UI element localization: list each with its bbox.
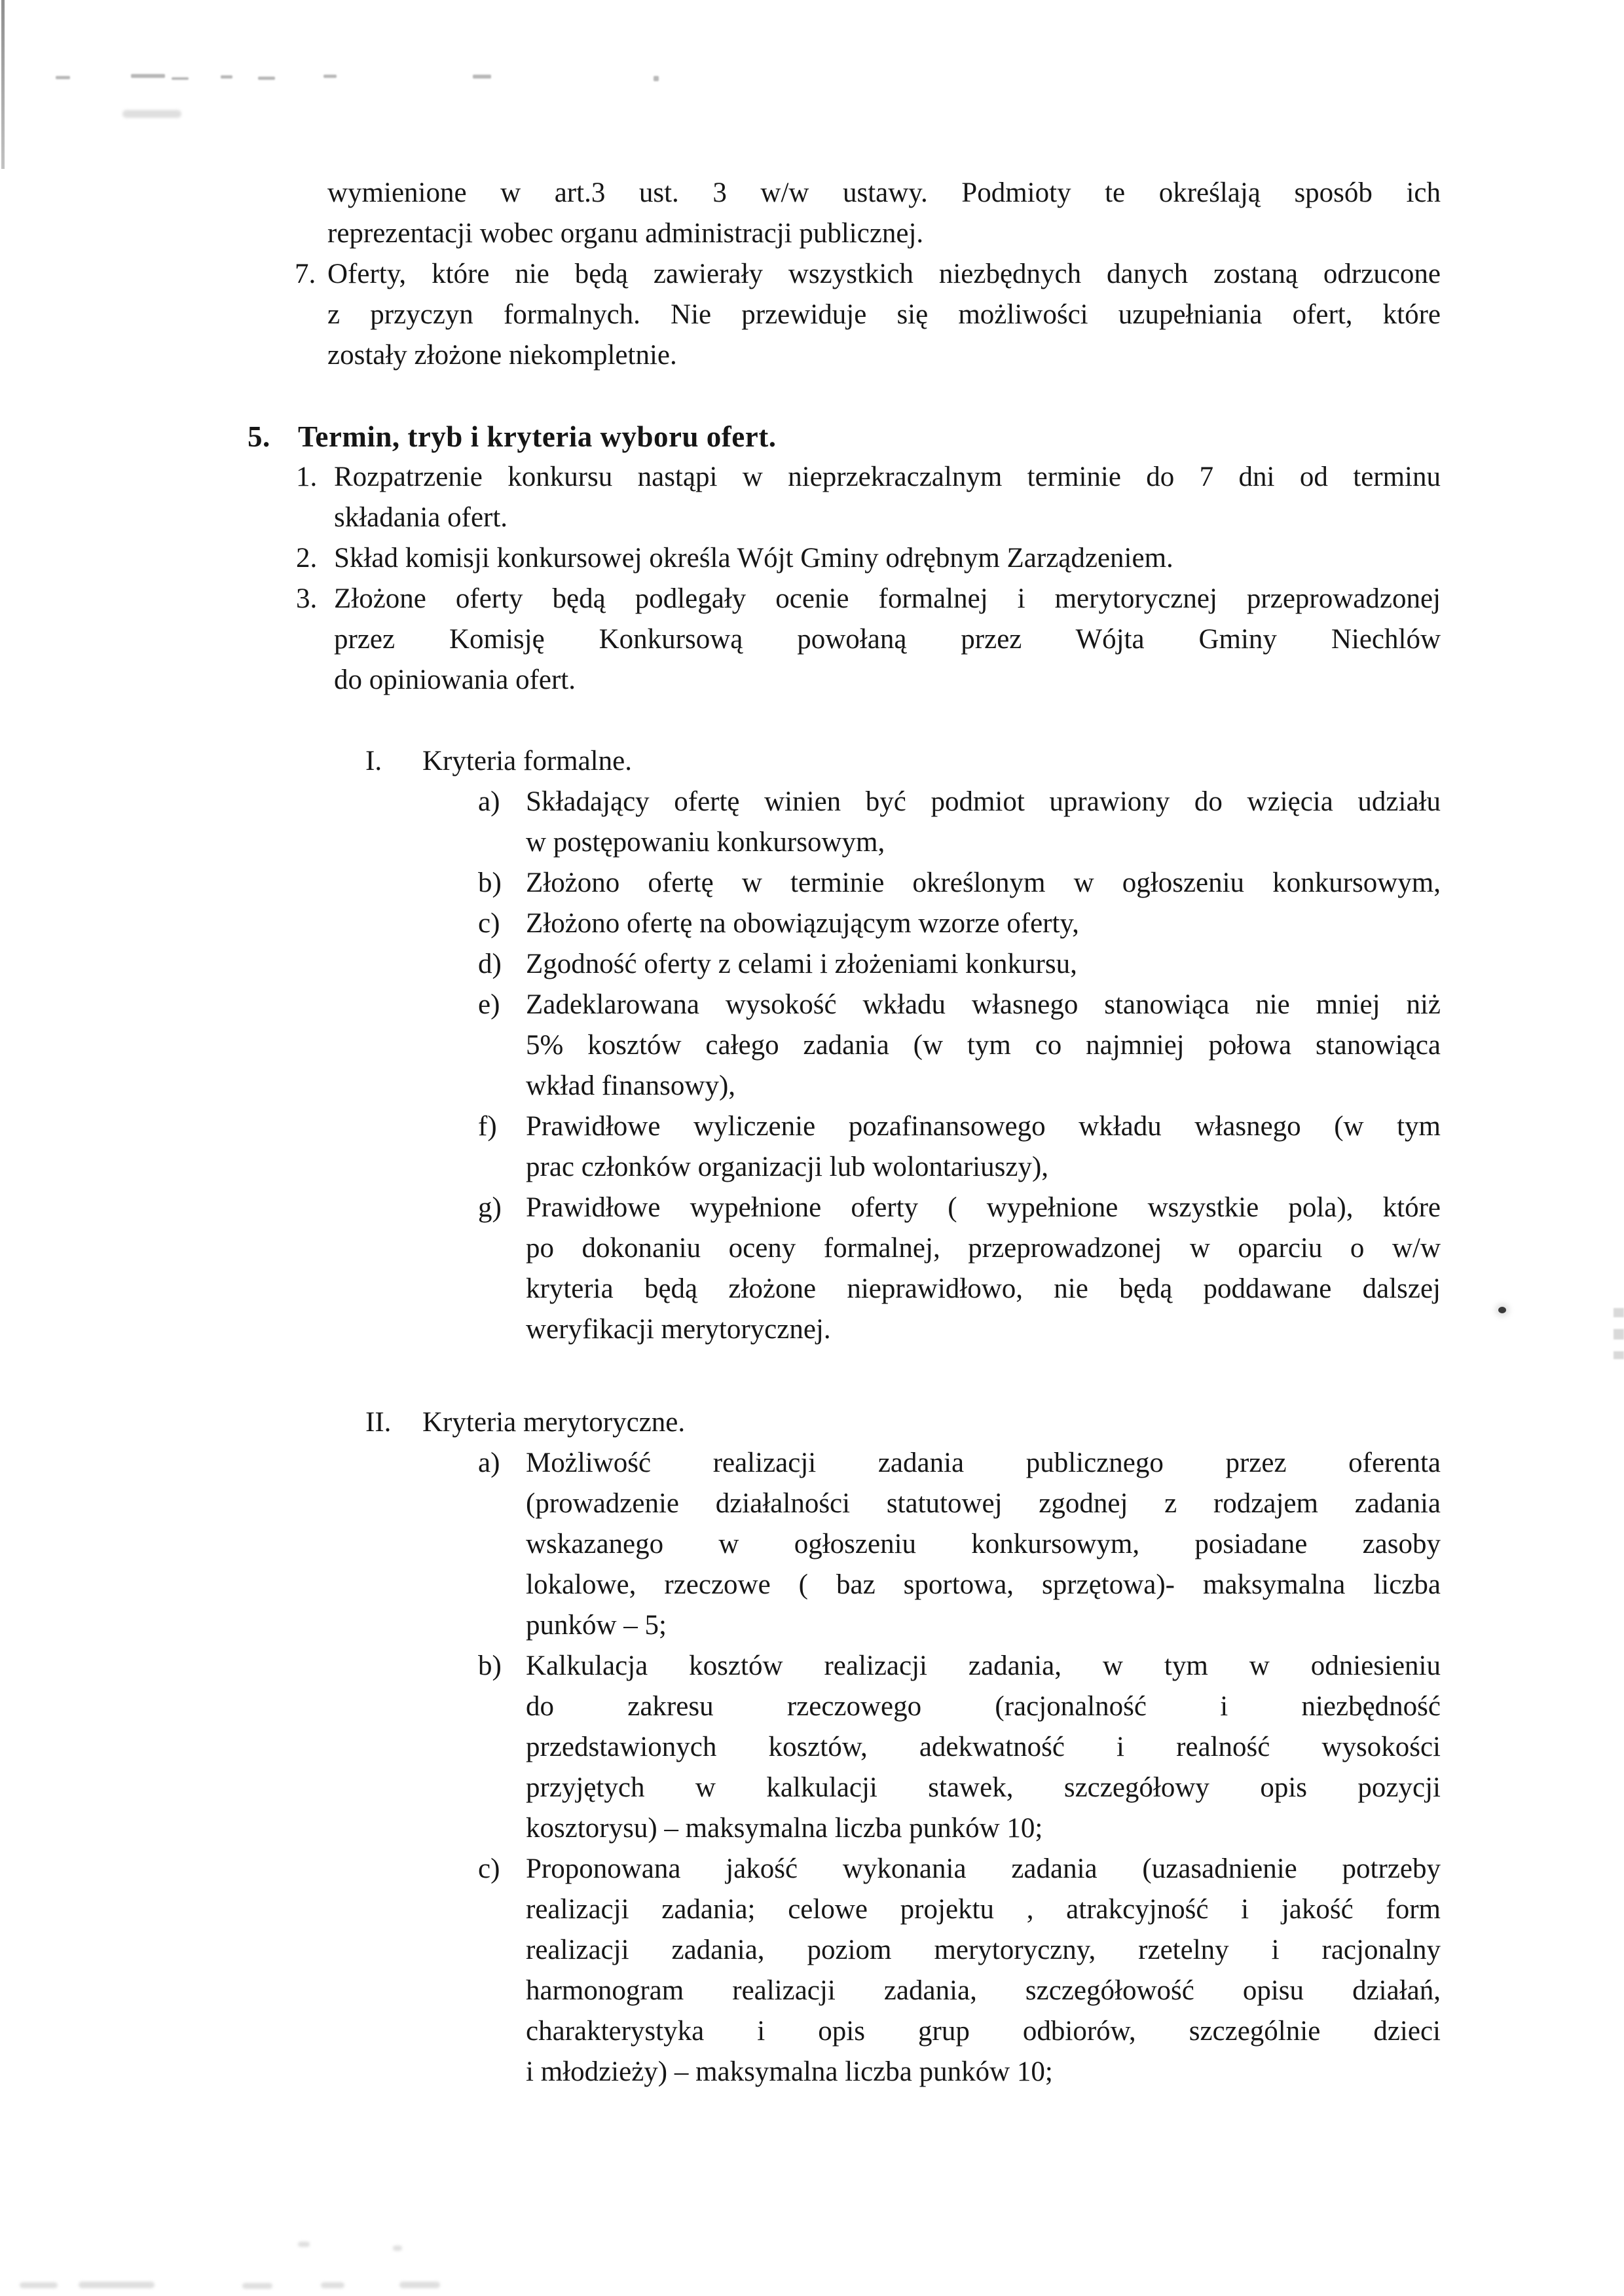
list-item-2 [296, 538, 1441, 579]
merit-item-c [478, 1849, 1441, 2092]
list-marker: b) [478, 867, 502, 898]
list-marker: c) [478, 1853, 500, 1884]
scan-artifact-smudge [298, 2242, 310, 2247]
text-line: Złożono ofertę w terminie określonym w ogłoszeniu konkursowym, [526, 867, 1441, 898]
section-title: Kryteria merytoryczne. [422, 1407, 686, 1438]
list-marker: 5. [248, 420, 270, 453]
formal-item-g [478, 1188, 1441, 1350]
text-line: reprezentacji wobec organu administracji publicznej. [327, 218, 924, 249]
text-line: wymienione w art.3 ust. 3 w/w ustawy. Podmioty te określają sposób ich [327, 177, 1441, 208]
scan-artifact-speck [473, 75, 491, 79]
scan-artifact-smudge [321, 2282, 344, 2288]
text-line: punków – 5; [526, 1610, 667, 1641]
formal-item-f [478, 1106, 1441, 1188]
section-5-heading [248, 416, 1624, 457]
text-line: Skład komisji konkursowej określa Wójt Gminy odrębnym Zarządzeniem. [334, 543, 1173, 574]
text-line: 5% kosztów całego zadania (w tym co najmniej połowa stanowiąca [526, 1030, 1441, 1061]
blank-line [0, 701, 1624, 741]
list-marker: a) [478, 1448, 500, 1478]
text-line: charakterystyka i opis grup odbiorów, szczególnie dzieci [526, 2016, 1441, 2047]
text-line: Złożono ofertę na obowiązującym wzorze oferty, [526, 908, 1079, 939]
scan-artifact-smudge [399, 2282, 440, 2288]
scan-artifact-speck [323, 75, 337, 78]
text-line: przez Komisję Konkursową powołaną przez Wójta Gminy Niechlów [334, 624, 1441, 655]
text-line: z przyczyn formalnych. Nie przewiduje się możliwości uzupełniania ofert, które [327, 299, 1441, 330]
list-marker: e) [478, 989, 500, 1020]
scan-artifact-smudge [79, 2282, 155, 2288]
list-marker: 1. [296, 462, 318, 492]
text-line: realizacji zadania, poziom merytoryczny, rzetelny i racjonalny [526, 1935, 1441, 1965]
merit-item-b [478, 1646, 1441, 1849]
text-line: Złożone oferty będą podlegały ocenie formalnej i merytorycznej przeprowadzonej [334, 583, 1441, 614]
list-marker: 7. [295, 259, 316, 289]
text-line: Składający ofertę winien być podmiot uprawiony do wzięcia udziału [526, 786, 1441, 817]
text-line: Prawidłowe wyliczenie pozafinansowego wkładu własnego (w tym [526, 1111, 1441, 1142]
text-line: kosztorysu) – maksymalna liczba punków 10; [526, 1813, 1043, 1844]
text-line: kryteria będą złożone nieprawidłowo, nie będą poddawane dalszej [526, 1273, 1441, 1304]
document-content [0, 173, 1624, 2092]
list-marker: a) [478, 786, 500, 817]
list-marker: c) [478, 908, 500, 939]
list-marker: 2. [296, 543, 318, 574]
text-line: do zakresu rzeczowego (racjonalność i niezbędność [526, 1691, 1441, 1722]
text-line: Proponowana jakość wykonania zadania (uzasadnienie potrzeby [526, 1853, 1441, 1884]
text-line: lokalowe, rzeczowe ( baz sportowa, sprzętowa)- maksymalna liczba [526, 1569, 1441, 1600]
list-marker: f) [478, 1111, 497, 1142]
text-line: przedstawionych kosztów, adekwatność i realność wysokości [526, 1732, 1441, 1762]
list-marker: II. [365, 1407, 392, 1438]
scan-artifact-speck [258, 77, 275, 80]
text-line: Zadeklarowana wysokość wkładu własnego stanowiąca nie mniej niż [526, 989, 1441, 1020]
text-line: w postępowaniu konkursowym, [526, 827, 885, 858]
list-marker: I. [365, 746, 382, 776]
formal-item-c [478, 903, 1441, 944]
merit-item-a [478, 1443, 1441, 1646]
text-line: realizacji zadania; celowe projektu , atrakcyjność i jakość form [526, 1894, 1441, 1925]
text-line: do opiniowania ofert. [334, 665, 576, 695]
text-line: i młodzieży) – maksymalna liczba punków 10; [526, 2056, 1053, 2087]
formal-item-e [478, 985, 1441, 1106]
scan-artifact-speck [172, 77, 189, 80]
text-line: weryfikacji merytorycznej. [526, 1314, 831, 1345]
text-line: wkład finansowy), [526, 1070, 736, 1101]
text-line: Oferty, które nie będą zawierały wszystkich niezbędnych danych zostaną odrzucone [327, 259, 1441, 289]
text-line: Rozpatrzenie konkursu nastąpi w nieprzekraczalnym terminie do 7 dni od terminu [334, 462, 1441, 492]
list-item-1 [296, 457, 1441, 538]
list-marker: g) [478, 1192, 502, 1223]
text-line: po dokonaniu oceny formalnej, przeprowadzonej w oparciu o w/w [526, 1233, 1441, 1264]
scan-artifact-speck [654, 76, 659, 81]
list-marker: d) [478, 949, 502, 979]
text-line: wskazanego w ogłoszeniu konkursowym, posiadane zasoby [526, 1529, 1441, 1559]
scan-artifact-speck [221, 75, 232, 79]
blank-line [0, 1350, 1624, 1402]
criteria-formal-heading [365, 741, 1624, 782]
list-marker: b) [478, 1650, 502, 1681]
formal-item-d [478, 944, 1441, 985]
text-line: Kalkulacja kosztów realizacji zadania, w tym w odniesieniu [526, 1650, 1441, 1681]
text-line: zostały złożone niekompletnie. [327, 340, 677, 371]
scan-artifact-left-edge-line [1, 0, 5, 169]
text-line: Możliwość realizacji zadania publicznego przez oferenta [526, 1448, 1441, 1478]
formal-item-a [478, 782, 1441, 863]
text-line: prac członków organizacji lub wolontariuszy), [526, 1152, 1049, 1182]
list-item-7 [295, 254, 1441, 376]
text-line: Prawidłowe wypełnione oferty ( wypełnione wszystkie pola), które [526, 1192, 1441, 1223]
blank-line [0, 376, 1624, 416]
text-line: Zgodność oferty z celami i złożeniami konkursu, [526, 949, 1077, 979]
scan-artifact-speck [56, 76, 70, 79]
scan-artifact-smudge [122, 110, 181, 118]
formal-item-b [478, 863, 1441, 903]
scan-artifact-smudge [20, 2282, 58, 2288]
text-line: (prowadzenie działalności statutowej zgodnej z rodzajem zadania [526, 1488, 1441, 1519]
section-title: Kryteria formalne. [422, 746, 632, 776]
scan-artifact-speck [131, 74, 165, 78]
text-line: harmonogram realizacji zadania, szczegółowość opisu działań, [526, 1975, 1441, 2006]
scan-artifact-smudge [242, 2283, 272, 2289]
text-line: składania ofert. [334, 502, 508, 533]
list-marker: 3. [296, 583, 318, 614]
section-title: Termin, tryb i kryteria wyboru ofert. [298, 420, 777, 453]
text-line: przyjętych w kalkulacji stawek, szczegółowy opis pozycji [526, 1772, 1441, 1803]
list-item-3 [296, 579, 1441, 701]
intro-paragraph [327, 173, 1441, 254]
scan-artifact-smudge [393, 2246, 402, 2251]
criteria-merit-heading [365, 1402, 1624, 1443]
